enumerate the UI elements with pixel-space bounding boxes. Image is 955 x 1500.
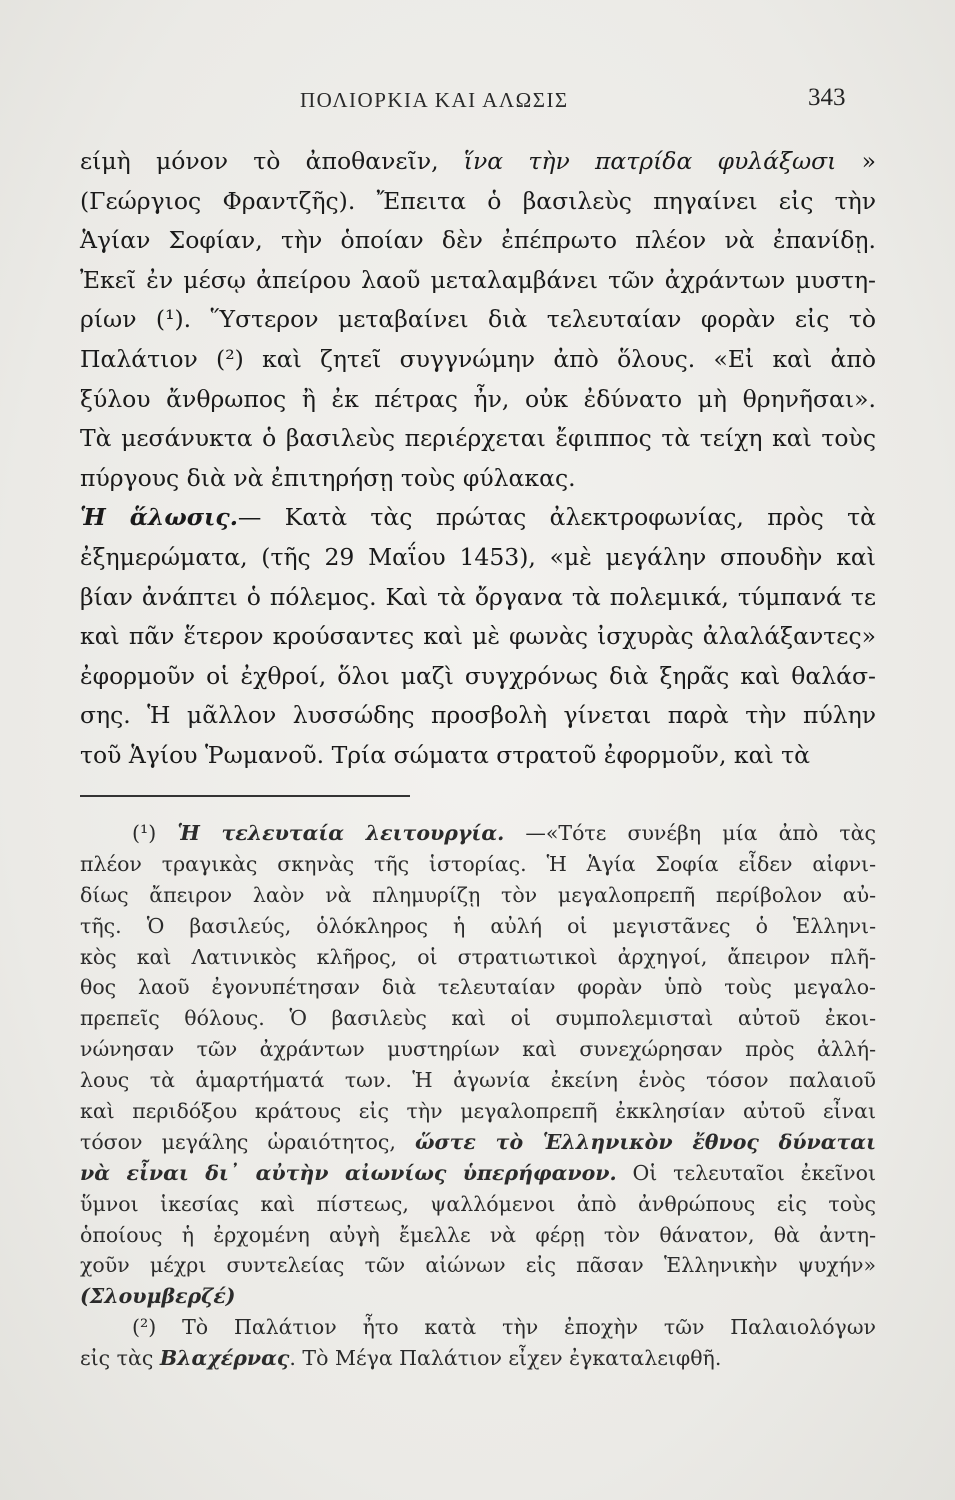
text-line	[80, 300, 876, 340]
text-line	[80, 538, 876, 578]
text-segment: Τὰ μεσάνυκτα ὁ βασιλεὺς περιέρχεται ἔφιππος τὰ τείχη καὶ τοὺς	[80, 424, 876, 453]
footnote-line	[80, 942, 876, 973]
text-segment: (¹)	[132, 821, 178, 845]
text-line	[80, 696, 876, 736]
text-segment: »	[836, 147, 876, 175]
page-number: 343	[808, 84, 846, 111]
footnote-line	[80, 1127, 876, 1158]
text-segment: είμὴ μόνον τὸ ἀποθανεῖν,	[80, 147, 464, 175]
text-segment: κὸς καὶ Λατινικὸς κλῆρος, οἱ στρατιωτικοὶ ἀρχηγοί, ἄπειρον πλῆ-	[80, 944, 876, 969]
text-segment: Οἱ τελευταῖοι ἐκεῖνοι	[616, 1160, 876, 1185]
footnote-line	[80, 1250, 876, 1281]
text-segment: τῆς. Ὁ βασιλεύς, ὁλόκληρος ἡ αὐλή οἱ μεγιστᾶνες ὁ Ἑλληνι-	[80, 913, 876, 938]
text-line	[80, 221, 876, 261]
text-segment: τοῦ Ἁγίου Ῥωμανοῦ. Τρία σώματα στρατοῦ ἐφορμοῦν, καὶ τὰ	[80, 740, 811, 769]
text-segment: ὁποίους ἡ ἐρχομένη αὐγὴ ἔμελλε νὰ φέρῃ τὸν θάνατον, θὰ ἀντη-	[80, 1222, 876, 1247]
text-segment: ρίων (¹). Ὕστερον μεταβαίνει διὰ τελευταίαν φορὰν εἰς τὸ	[80, 305, 876, 334]
footnote-line	[80, 1281, 876, 1312]
emphasized-text: ὥστε τὸ Ἑλληνικὸν ἔθνος δύναται	[415, 1129, 876, 1154]
text-segment: ἐφορμοῦν οἱ ἐχθροί, ὅλοι μαζὶ συγχρόνως διὰ ξηρᾶς καὶ θαλάσ-	[80, 661, 876, 690]
text-segment: ἐξημερώματα, (τῆς 29 Μαΐου 1453), «μὲ μεγάλην σπουδὴν καὶ	[80, 542, 876, 571]
text-line	[80, 657, 876, 697]
emphasized-text: ἵνα τὴν πατρίδα φυλάξωσι	[463, 147, 837, 175]
text-line	[80, 578, 876, 618]
text-segment: Ἁγίαν Σοφίαν, τὴν ὁποίαν δὲν ἐπέπρωτο πλέον νὰ ἐπανίδῃ.	[80, 226, 876, 255]
text-segment: εἰς τὰς	[80, 1346, 160, 1371]
text-segment: Παλάτιον (²) καὶ ζητεῖ συγγνώμην ἀπὸ ὅλους. «Εἰ καὶ ἀπὸ	[80, 344, 876, 373]
text-segment: πύργους διὰ νὰ ἐπιτηρήσῃ τοὺς φύλακας.	[80, 463, 576, 492]
main-text-block	[80, 142, 876, 776]
text-segment: —«Τότε συνέβη μία ἀπὸ τὰς	[504, 821, 877, 845]
footnote-line	[80, 972, 876, 1003]
footnote-line	[80, 1003, 876, 1034]
text-segment: καὶ περιδόξου κράτους εἰς τὴν μεγαλοπρεπῆ ἐκκλησίαν αὐτοῦ εἶναι	[80, 1099, 876, 1124]
footnote-line	[80, 911, 876, 942]
page-header	[0, 84, 955, 114]
text-segment: λους τὰ ἁμαρτήματά των. Ἡ ἀγωνία ἐκείνη ἑνὸς τόσον παλαιοῦ	[80, 1068, 876, 1093]
text-line	[80, 498, 876, 538]
text-line	[80, 617, 876, 657]
text-segment: νώνησαν τῶν ἀχράντων μυστηρίων καὶ συνεχώρησαν πρὸς ἀλλή-	[80, 1037, 876, 1062]
emphasized-text: Ἡ τελευταία λειτουργία.	[177, 821, 505, 845]
footnote-line	[80, 1096, 876, 1127]
text-line	[80, 736, 876, 776]
text-line	[80, 459, 876, 499]
text-segment: σης. Ἡ μᾶλλον λυσσώδης προσβολὴ γίνεται παρὰ τὴν πύλην	[80, 701, 876, 730]
text-segment: θος λαοῦ ἐγονυπέτησαν διὰ τελευταίαν φορὰν ὑπὸ τοὺς μεγαλο-	[80, 975, 876, 1000]
footnote-line	[80, 1158, 876, 1189]
text-line	[80, 340, 876, 380]
text-line	[80, 419, 876, 459]
text-segment: χοῦν μέχρι συντελείας τῶν αἰώνων εἰς πᾶσαν Ἑλληνικὴν ψυχήν»	[80, 1253, 876, 1278]
text-segment: τόσον μεγάλης ὡραιότητος,	[80, 1129, 415, 1154]
text-segment: ὕμνοι ἱκεσίας καὶ πίστεως, ψαλλόμενοι ἀπὸ ἀνθρώπους εἰς τοὺς	[80, 1191, 876, 1216]
text-line	[80, 182, 876, 222]
footnote-separator-rule	[80, 795, 410, 797]
emphasized-text: Βλαχέρνας	[159, 1346, 290, 1371]
text-segment: πλέον τραγικὰς σκηνὰς τῆς ἱστορίας. Ἡ Ἁγία Σοφία εἶδεν αἰφνι-	[80, 851, 876, 876]
text-segment: — Κατὰ τὰς πρώτας ἀλεκτροφωνίας, πρὸς τὰ	[237, 503, 877, 532]
text-line	[80, 261, 876, 301]
text-segment: ξύλου ἄνθρωπος ἢ ἐκ πέτρας ἦν, οὐκ ἐδύνατο μὴ θρηνῆσαι».	[80, 384, 876, 413]
footnote-line	[80, 1312, 876, 1343]
text-segment: βίαν ἀνάπτει ὁ πόλεμος. Καὶ τὰ ὄργανα τὰ πολεμικά, τύμπανά τε	[80, 582, 876, 611]
footnote-line	[80, 880, 876, 911]
footnote-line	[80, 1220, 876, 1251]
text-segment: δίως ἄπειρον λαὸν νὰ πλημυρίζῃ τὸν μεγαλοπρεπῆ περίβολον αὐ-	[80, 882, 876, 907]
footnote-line	[80, 818, 876, 849]
text-line	[80, 380, 876, 420]
text-segment: (Γεώργιος Φραντζῆς). Ἔπειτα ὁ βασιλεὺς πηγαίνει εἰς τὴν	[80, 186, 876, 215]
text-segment: (²) Τὸ Παλάτιον ἦτο κατὰ τὴν ἐποχὴν τῶν Παλαιολόγων	[132, 1315, 876, 1340]
footnote-line	[80, 1343, 876, 1374]
text-segment: καὶ πᾶν ἕτερον κρούσαντες καὶ μὲ φωνὰς ἰσχυρὰς ἀλαλάξαντες»	[80, 622, 876, 651]
footnote-line	[80, 1034, 876, 1065]
text-segment: πρεπεῖς θόλους. Ὁ βασιλεὺς καὶ οἱ συμπολεμισταὶ αὐτοῦ ἐκοι-	[80, 1006, 876, 1031]
running-head: ΠΟΛΙΟΡΚΙΑ ΚΑΙ ΑΛΩΣΙΣ	[300, 88, 569, 112]
footnote-line	[80, 849, 876, 880]
footnote-line	[80, 1189, 876, 1220]
footnotes-block	[80, 818, 876, 1374]
emphasized-text: νὰ εἶναι δι᾽ αὐτὴν αἰωνίως ὑπερήφανον.	[80, 1160, 617, 1185]
text-segment: Ἐκεῖ ἐν μέσῳ ἀπείρου λαοῦ μεταλαμβάνει τῶν ἀχράντων μυστη-	[80, 265, 876, 294]
text-segment: . Τὸ Μέγα Παλάτιον εἶχεν ἐγκαταλειφθῆ.	[289, 1346, 722, 1371]
footnote-line	[80, 1065, 876, 1096]
emphasized-text: (Σλουμβερζέ)	[80, 1284, 236, 1309]
emphasized-text: Ἡ ἅλωσις.	[80, 503, 238, 532]
text-line	[80, 142, 876, 182]
